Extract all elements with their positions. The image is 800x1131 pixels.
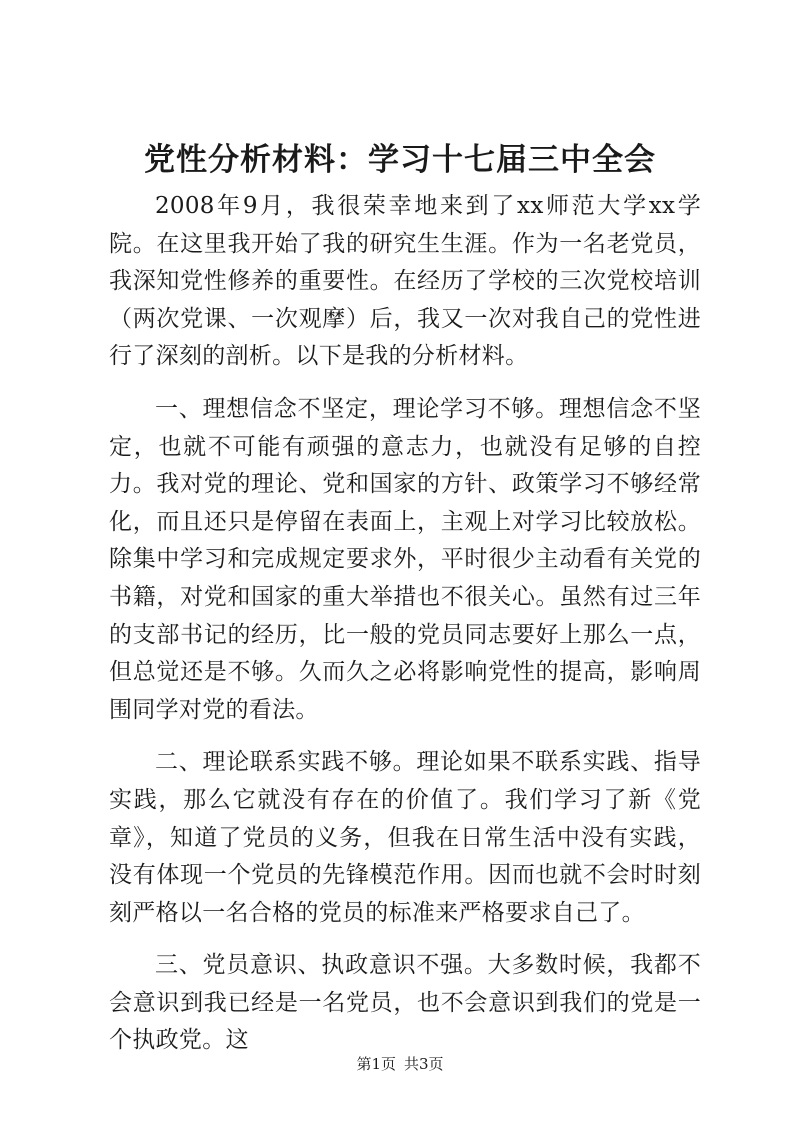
document-title: 党性分析材料：学习十七届三中全会 [144,142,656,178]
document-body [109,188,701,1060]
paragraph-section-2: 二、理论联系实践不够。理论如果不联系实践、指导实践，那么它就没有存在的价值了。我们学习了新《党章》，知道了党员的义务，但我在日常生活中没有实践，没有体现一个党员的先锋模范作用。因而也就不会时时刻刻严格以一名合格的党员的标准来严格要求自己了。 [109,749,701,926]
page-total: 共3页 [404,1055,444,1073]
page-footer [0,1054,800,1074]
paragraph-section-3: 三、党员意识、执政意识不强。大多数时候，我都不会意识到我已经是一名党员，也不会意识到我们的党是一个执政党。这 [109,952,701,1054]
page-number: 第1页 [356,1055,396,1073]
paragraph-section-1: 一、理想信念不坚定，理论学习不够。理想信念不坚定，也就不可能有顽强的意志力，也就没有足够的自控力。我对党的理论、党和国家的方针、政策学习不够经常化，而且还只是停留在表面上，主观上对学习比较放松。除集中学习和完成规定要求外，平时很少主动看有关党的书籍，对党和国家的重大举措也不很关心。虽然有过三年的支部书记的经历，比一般的党员同志要好上那么一点，但总觉还是不够。久而久之必将影响党性的提高，影响周围同学对党的看法。 [109,395,701,723]
paragraph-intro: 2008年9月，我很荣幸地来到了xx师范大学xx学院。在这里我开始了我的研究生生涯。作为一名老党员，我深知党性修养的重要性。在经历了学校的三次党校培训（两次党课、一次观摩）后，我又一次对我自己的党性进行了深刻的剖析。以下是我的分析材料。 [109,193,701,370]
